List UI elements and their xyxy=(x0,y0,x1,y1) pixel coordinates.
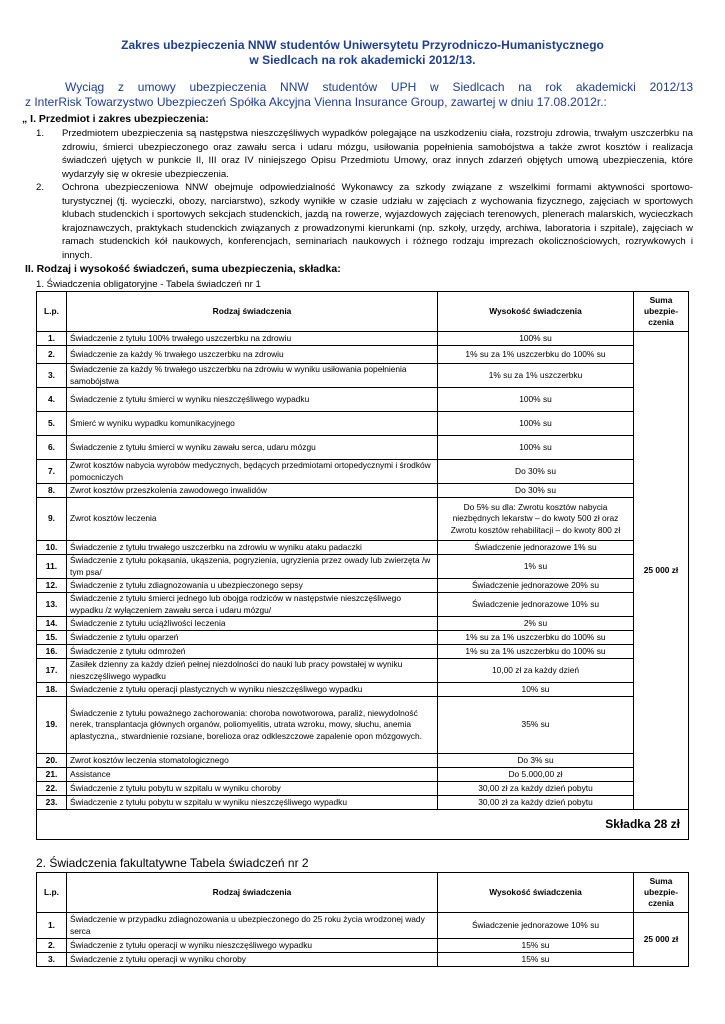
table-row xyxy=(37,939,689,953)
row-number: 2. xyxy=(37,346,67,364)
table-row xyxy=(37,346,689,364)
benefit-amount: 10% su xyxy=(438,683,634,697)
row-number: 3. xyxy=(37,364,67,388)
document-title-line1: Zakres ubezpieczenia NNW studentów Uniwersytetu Przyrodniczo-Humanistycznego xyxy=(121,38,604,52)
benefit-amount: Do 30% su xyxy=(438,460,634,484)
benefits-table-2 xyxy=(36,872,689,967)
benefit-amount: Do 3% su xyxy=(438,754,634,768)
section1-item2-text: Ochrona ubezpieczeniowa NNW obejmuje odpowiedzialność Wykonawcy za szkody związane z wszelkimi formami aktywności sportowo-turystycznej (tj. wycieczki, obozy, narciarstwo), szkody wynikłe w czasie udziału w zajęciach z wychowania fizycznego, zajęciach w sportowych klubach studenckich i sportowych sekcjach studenckich, jazdą na rowerze, wyjazdowych zajęciach terenowych, plenerach malarskich, wycieczkach krajoznawczych, praktykach studenckich związanych z prowadzonymi kierunkami (np. szkoły, urzędy, archiwa, laboratoria i szpitale), zajęciach w ramach studenckich kół naukowych, konferencjach, seminariach naukowych i różnego rodzaju imprezach okolicznościowych, rozrywkowych i innych. xyxy=(62,182,693,261)
benefit-amount: Do 5% su dla: Zwrotu kosztów nabycia niezbędnych lekarstw – do kwoty 500 zł oraz Zwrotu kosztów rehabilitacji – do kwoty 800 zł xyxy=(438,498,634,541)
benefit-type: Świadczenie z tytułu zdiagnozowania u ubezpieczonego sepsy xyxy=(67,579,438,593)
benefit-type: Świadczenie z tytułu oparzeń xyxy=(67,631,438,645)
intro-line2: z InterRisk Towarzystwo Ubezpieczeń Spółka Akcyjna Vienna Insurance Group, zawartej w dniu 17.08.2012r.: xyxy=(25,95,607,109)
row-number: 13. xyxy=(37,593,67,617)
table1-type-header: Rodzaj świadczenia xyxy=(67,292,438,332)
table1-premium-row xyxy=(37,810,689,840)
table2-type-header: Rodzaj świadczenia xyxy=(67,873,438,913)
row-number: 2. xyxy=(37,939,67,953)
document-title-line2: w Siedlcach na rok akademicki 2012/13. xyxy=(249,53,476,67)
benefit-amount: 1% su za 1% uszczerbku do 100% su xyxy=(438,346,634,364)
benefit-amount: 30,00 zł za każdy dzień pobytu xyxy=(438,796,634,810)
benefit-amount: 15% su xyxy=(438,953,634,967)
section2-heading: II. Rodzaj i wysokość świadczeń, suma ubezpieczenia, składka: xyxy=(25,263,341,275)
benefit-type: Świadczenie z tytułu trwałego uszczerbku na zdrowiu w wyniku ataku padaczki xyxy=(67,541,438,555)
benefit-amount: 1% su za 1% uszczerbku xyxy=(438,364,634,388)
table-row xyxy=(37,754,689,768)
table-row xyxy=(37,364,689,388)
benefit-type: Świadczenie z tytułu uciążliwości leczenia xyxy=(67,617,438,631)
table2-amount-header: Wysokość świadczenia xyxy=(438,873,634,913)
row-number: 6. xyxy=(37,436,67,460)
table-row xyxy=(37,617,689,631)
row-number: 15. xyxy=(37,631,67,645)
benefit-type: Zwrot kosztów nabycia wyrobów medycznych, będących przedmiotami ortopedycznymi i środków pomocniczych xyxy=(67,460,438,484)
table2-sum-insured-header: Suma ubezpie-czenia xyxy=(634,873,689,913)
row-number: 9. xyxy=(37,498,67,541)
row-number: 23. xyxy=(37,796,67,810)
benefit-type: Świadczenie z tytułu pokąsania, ukąszenia, pogryzienia, ugryzienia przez owady lub zwierzęta /w tym psa/ xyxy=(67,555,438,579)
table1-header-row xyxy=(37,292,689,332)
benefit-type: Świadczenie z tytułu 100% trwałego uszczerbku na zdrowiu xyxy=(67,332,438,346)
benefit-type: Świadczenie w przypadku zdiagnozowania u ubezpieczonego do 25 roku życia wrodzonej wady serca xyxy=(67,913,438,939)
row-number: 8. xyxy=(37,484,67,498)
benefit-amount: 100% su xyxy=(438,388,634,412)
table1-lp-header: L.p. xyxy=(37,292,67,332)
benefit-type: Świadczenie z tytułu operacji w wyniku nieszczęśliwego wypadku xyxy=(67,939,438,953)
premium-label: Składka 28 zł xyxy=(37,810,689,840)
benefit-amount: 100% su xyxy=(438,412,634,436)
benefit-type: Świadczenie z tytułu śmierci w wyniku zawału serca, udaru mózgu xyxy=(67,436,438,460)
row-number: 19. xyxy=(37,697,67,754)
row-number: 1. xyxy=(37,913,67,939)
benefit-type: Świadczenie z tytułu śmierci jednego lub obojga rodziców w następstwie nieszczęśliwego wypadku /z wyłączeniem zawału serca i udaru mózgu/ xyxy=(67,593,438,617)
table-row xyxy=(37,631,689,645)
benefit-amount: Do 5.000,00 zł xyxy=(438,768,634,782)
benefit-amount: 1% su xyxy=(438,555,634,579)
benefit-amount: Świadczenie jednorazowe 10% su xyxy=(438,913,634,939)
benefit-type: Zwrot kosztów leczenia xyxy=(67,498,438,541)
row-number: 17. xyxy=(37,659,67,683)
benefit-amount: 100% su xyxy=(438,332,634,346)
benefit-amount: 30,00 zł za każdy dzień pobytu xyxy=(438,782,634,796)
benefit-type: Świadczenie za każdy % trwałego uszczerbku na zdrowiu xyxy=(67,346,438,364)
table-row xyxy=(37,555,689,579)
benefit-amount: 2% su xyxy=(438,617,634,631)
table-row xyxy=(37,659,689,683)
row-number: 22. xyxy=(37,782,67,796)
table-row xyxy=(37,593,689,617)
table-row xyxy=(37,332,689,346)
benefit-type: Zwrot kosztów przeszkolenia zawodowego inwalidów xyxy=(67,484,438,498)
benefit-amount: Do 30% su xyxy=(438,484,634,498)
table-row xyxy=(37,913,689,939)
table2-lp-header: L.p. xyxy=(37,873,67,913)
row-number: 18. xyxy=(37,683,67,697)
row-number: 21. xyxy=(37,768,67,782)
table1-sum-insured-header: Suma ubezpie-czenia xyxy=(634,292,689,332)
intro-text xyxy=(25,80,693,110)
benefit-type: Zasiłek dzienny za każdy dzień pełnej niezdolności do nauki lub pracy powstałej w wyniku nieszczęśliwego wypadku xyxy=(67,659,438,683)
section1-heading: „ I. Przedmiot i zakres ubezpieczenia: xyxy=(22,113,209,125)
row-number: 1. xyxy=(37,332,67,346)
table-row xyxy=(37,683,689,697)
benefit-type: Śmierć w wyniku wypadku komunikacyjnego xyxy=(67,412,438,436)
benefit-type: Świadczenie za każdy % trwałego uszczerbku na zdrowiu w wyniku usiłowania popełnienia samobójstwa xyxy=(67,364,438,388)
row-number: 14. xyxy=(37,617,67,631)
table-row xyxy=(37,388,689,412)
section1-item1-text: Przedmiotem ubezpieczenia są następstwa nieszczęśliwych wypadków polegające na uszkodzeniu ciała, rozstroju zdrowia, trwałym uszczerbku na zdrowiu, śmierci ubezpieczonego oraz zawału serca i udaru mózgu, usiłowania popełnienia samobójstwa a także zwrot kosztów i realizacja świadczeń ujętych w punkcie II, III oraz IV niniejszego Opisu Przedmiotu Umowy, oraz innych zdarzeń objętych umową ubezpieczenia, które wydarzyły się w okresie ubezpieczenia. xyxy=(62,128,693,180)
benefit-type: Świadczenie z tytułu operacji plastycznych w wyniku nieszczęśliwego wypadku xyxy=(67,683,438,697)
table-row xyxy=(37,579,689,593)
benefit-type: Świadczenie z tytułu operacji w wyniku choroby xyxy=(67,953,438,967)
table-row xyxy=(37,645,689,659)
table-row xyxy=(37,412,689,436)
benefit-type: Świadczenie z tytułu odmrożeń xyxy=(67,645,438,659)
benefit-amount: 1% su za 1% uszczerbku do 100% su xyxy=(438,631,634,645)
intro-line1: Wyciąg z umowy ubezpieczenia NNW studentów UPH w Siedlcach na rok akademicki 2012/13 xyxy=(65,80,693,94)
table-row xyxy=(37,484,689,498)
table-row xyxy=(37,436,689,460)
benefit-type: Zwrot kosztów leczenia stomatologicznego xyxy=(67,754,438,768)
table1-caption: 1. Świadczenia obligatoryjne - Tabela świadczeń nr 1 xyxy=(36,279,261,290)
table-row xyxy=(37,697,689,754)
table-row xyxy=(37,953,689,967)
table-row xyxy=(37,498,689,541)
benefit-type: Świadczenie z tytułu pobytu w szpitalu w wyniku choroby xyxy=(67,782,438,796)
benefit-amount: 15% su xyxy=(438,939,634,953)
row-number: 10. xyxy=(37,541,67,555)
benefit-amount: 1% su za 1% uszczerbku do 100% su xyxy=(438,645,634,659)
benefits-table-1 xyxy=(36,291,689,840)
benefit-type: Assistance xyxy=(67,768,438,782)
table-row xyxy=(37,782,689,796)
section1-item1-number: 1. xyxy=(36,128,45,139)
sum-insured-value: 25 000 zł xyxy=(634,913,689,967)
benefit-type: Świadczenie z tytułu pobytu w szpitalu w wyniku nieszczęśliwego wypadku xyxy=(67,796,438,810)
benefit-type: Świadczenie z tytułu śmierci w wyniku nieszczęśliwego wypadku xyxy=(67,388,438,412)
table-row xyxy=(37,460,689,484)
table-row xyxy=(37,768,689,782)
row-number: 3. xyxy=(37,953,67,967)
section1-item2-number: 2. xyxy=(36,182,45,193)
row-number: 5. xyxy=(37,412,67,436)
table1-amount-header: Wysokość świadczenia xyxy=(438,292,634,332)
table2-caption: 2. Świadczenia fakultatywne Tabela świadczeń nr 2 xyxy=(36,856,309,870)
benefit-amount: Świadczenie jednorazowe 1% su xyxy=(438,541,634,555)
benefit-amount: 100% su xyxy=(438,436,634,460)
benefit-amount: 35% su xyxy=(438,697,634,754)
table-row xyxy=(37,541,689,555)
benefit-amount: 10,00 zł za każdy dzień xyxy=(438,659,634,683)
benefit-amount: Świadczenie jednorazowe 10% su xyxy=(438,593,634,617)
sum-insured-value: 25 000 zł xyxy=(634,332,689,810)
row-number: 7. xyxy=(37,460,67,484)
row-number: 4. xyxy=(37,388,67,412)
benefit-amount: Świadczenie jednorazowe 20% su xyxy=(438,579,634,593)
row-number: 16. xyxy=(37,645,67,659)
table2-header-row xyxy=(37,873,689,913)
table-row xyxy=(37,796,689,810)
benefit-type: Świadczenie z tytułu poważnego zachorowania: choroba nowotworowa, paraliż, niewydolność nerek, transplantacja głównych organów, poliomyelitis, utrata wzroku, mowy, słuchu, anemia aplastyczna,, stwardnienie rozsiane, borelioza oraz odkleszczowe zapalenie opon mózgowych. xyxy=(67,697,438,754)
row-number: 11. xyxy=(37,555,67,579)
row-number: 20. xyxy=(37,754,67,768)
row-number: 12. xyxy=(37,579,67,593)
